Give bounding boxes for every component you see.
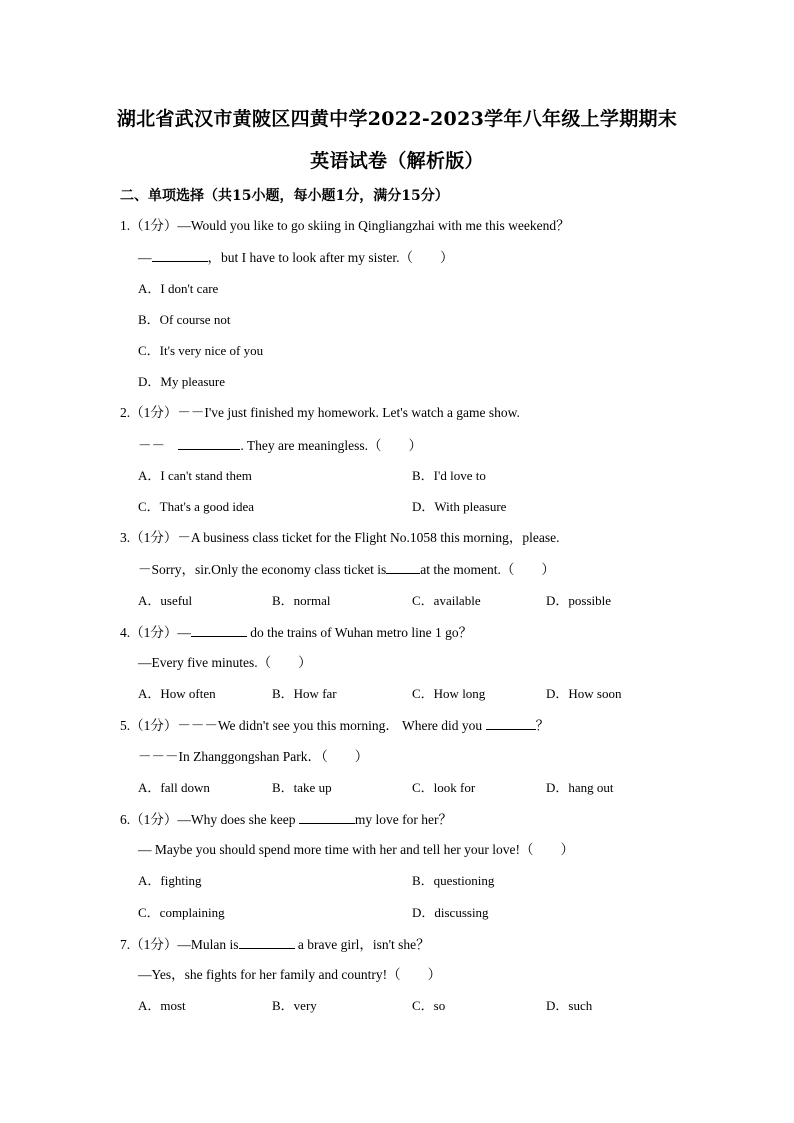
question-4-option-d: D．How soon <box>546 686 622 701</box>
question-2-reply: －－ . They are meaningless.（ ） <box>138 438 422 453</box>
question-3-option-c: C．available <box>412 593 481 608</box>
question-3-reply: －Sorry，sir.Only the economy class ticket is at the moment.（ ） <box>138 562 555 577</box>
question-5-option-c: C．look for <box>412 780 476 795</box>
question-7-reply: —Yes，she fights for her family and country!（ ） <box>138 967 442 982</box>
question-5-option-d: D．hang out <box>546 780 614 795</box>
question-2-option-a: A．I can't stand them <box>138 468 252 483</box>
question-6-option-a: A．fighting <box>138 873 202 888</box>
question-6-stem: 6.（1分）—Why does she keep my love for her？ <box>120 812 452 827</box>
answer-blank <box>299 810 355 824</box>
question-1-option-c: C．It's very nice of you <box>138 343 264 358</box>
question-4-reply: —Every five minutes.（ ） <box>138 655 312 670</box>
document-title-line1: 湖北省武汉市黄陂区四黄中学2022-2023学年八年级上学期期末 <box>116 108 678 130</box>
answer-blank <box>191 623 247 637</box>
question-5-option-b: B．take up <box>272 780 332 795</box>
question-3-stem: 3.（1分）－A business class ticket for the Flight No.1058 this morning，please. <box>120 530 560 545</box>
question-6-option-b: B．questioning <box>412 873 495 888</box>
question-4-stem: 4.（1分）— do the trains of Wuhan metro line 1 go？ <box>120 625 473 640</box>
question-2-option-c: C．That's a good idea <box>138 499 255 514</box>
question-7-option-b: B．very <box>272 998 317 1013</box>
question-2-stem: 2.（1分）－－I've just finished my homework. Let's watch a game show. <box>120 405 520 420</box>
answer-blank <box>486 716 536 730</box>
question-6-option-d: D．discussing <box>412 905 489 920</box>
question-4-option-a: A．How often <box>138 686 216 701</box>
question-6-reply: — Maybe you should spend more time with her and tell her your love!（ ） <box>138 842 575 857</box>
section-heading: 二、单项选择（共15小题，每小题1分，满分15分） <box>120 188 449 204</box>
question-2-option-b: B．I'd love to <box>412 468 486 483</box>
question-7-stem: 7.（1分）—Mulan is a brave girl，isn't she？ <box>120 937 430 952</box>
question-1-reply: — ，but I have to look after my sister.（ ） <box>138 250 454 265</box>
question-1-option-a: A．I don't care <box>138 281 219 296</box>
answer-blank <box>239 935 295 949</box>
question-6-option-c: C．complaining <box>138 905 225 920</box>
question-3-option-b: B．normal <box>272 593 331 608</box>
question-3-option-a: A．useful <box>138 593 193 608</box>
document-title-line2: 英语试卷（解析版） <box>310 150 484 172</box>
question-1-option-d: D．My pleasure <box>138 374 226 389</box>
question-4-option-c: C．How long <box>412 686 486 701</box>
answer-blank <box>152 248 208 262</box>
question-5-option-a: A．fall down <box>138 780 210 795</box>
question-7-option-c: C．so <box>412 998 446 1013</box>
question-4-option-b: B．How far <box>272 686 337 701</box>
question-7-option-a: A．most <box>138 998 186 1013</box>
question-1-stem: 1.（1分）—Would you like to go skiing in Qingliangzhai with me this weekend？ <box>120 218 570 233</box>
answer-blank <box>386 560 420 574</box>
question-2-option-d: D．With pleasure <box>412 499 507 514</box>
answer-blank <box>178 436 240 450</box>
question-5-stem: 5.（1分）－－－We didn't see you this morning． Where did you ？ <box>120 718 550 733</box>
question-7-option-d: D．such <box>546 998 593 1013</box>
question-1-option-b: B．Of course not <box>138 312 231 327</box>
question-3-option-d: D．possible <box>546 593 612 608</box>
question-5-reply: －－－In Zhanggongshan Park．（ ） <box>138 749 369 764</box>
